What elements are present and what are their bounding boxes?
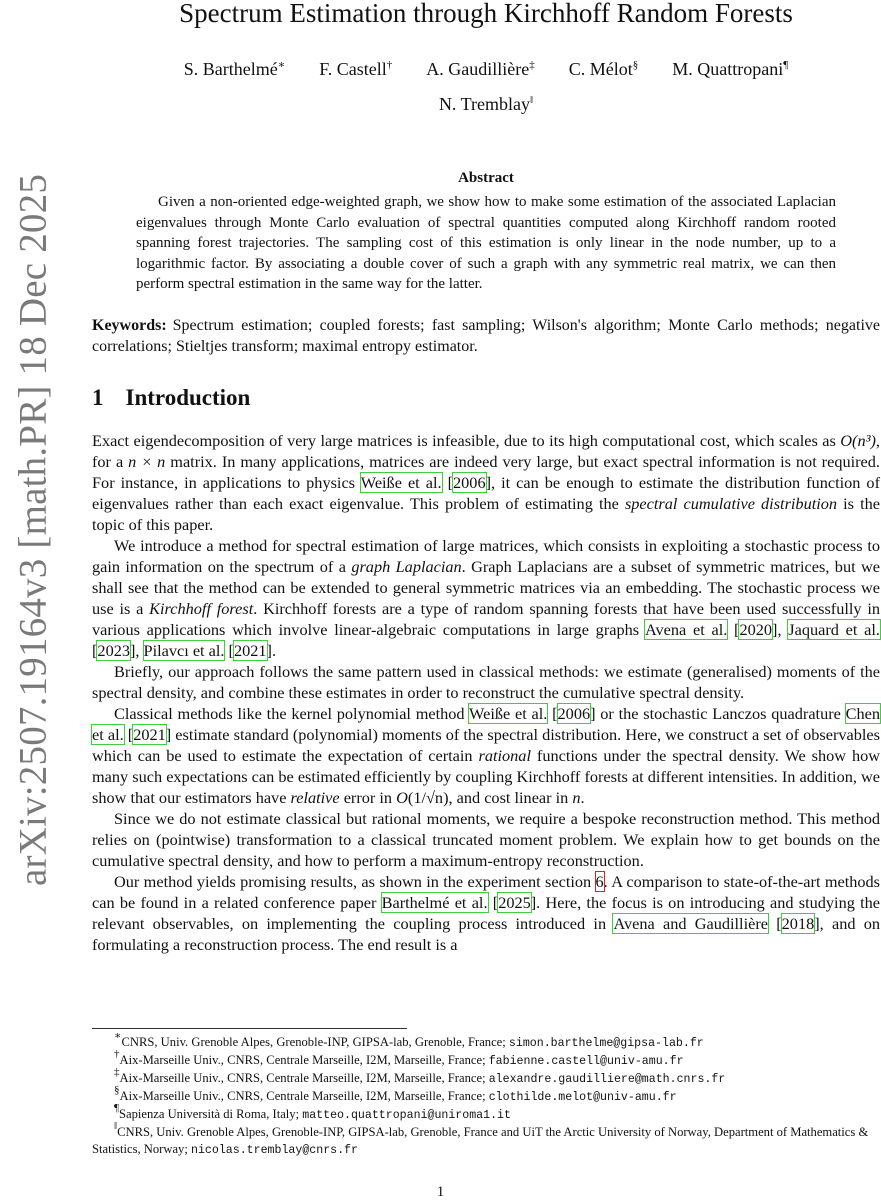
text-run: Exact eigendecomposition of very large matrices is infeasible, due to its high computational cost, which scales as (92, 431, 841, 450)
citation-link[interactable]: Weiße et al. (469, 704, 548, 723)
author-footnote-mark: ∗ (277, 59, 286, 71)
body-text (92, 430, 880, 955)
text-run: ]. Here, the focus is on introducing and studying the relevant observables, on implementing the coupling process introduced in (92, 893, 880, 933)
paragraph (92, 661, 880, 703)
footnote-email: nicolas.tremblay@cnrs.fr (191, 1144, 358, 1157)
paragraph (92, 703, 880, 808)
paper-title: Spectrum Estimation through Kirchhoff Random Forests (179, 0, 793, 28)
text-run: [ (123, 725, 134, 744)
footnote-email: clothilde.melot@univ-amu.fr (488, 1091, 677, 1104)
text-run: Briefly, our approach follows the same pattern used in classical methods: we estimate (generalised) moments of the spectral density, and combine these estimates in order to reconstruct the cumulative spectral density. (92, 662, 880, 702)
text-run: Since we do not estimate classical but rational moments, we require a bespoke reconstruction method. This method relies on (pointwise) transformation to a classical truncated moment problem. We explain how to get bounds on the cumulative spectral density, and how to perform a maximum-entropy reconstruction. (92, 809, 880, 870)
paragraph (92, 535, 880, 661)
footnote-mark: ¶ (114, 1102, 119, 1114)
text-run: ] or the stochastic Lanczos quadrature (590, 704, 846, 723)
author-footnote-mark: ¶ (783, 59, 789, 71)
emphasis: rational (478, 746, 531, 765)
citation-link[interactable]: 2023 (97, 641, 130, 660)
footnote-email: matteo.quattropani@uniroma1.it (302, 1109, 511, 1122)
footnote-affiliation: Sapienza Università di Roma, Italy; (118, 1107, 303, 1121)
text-run: Classical methods like the kernel polynomial method (114, 704, 470, 723)
emphasis: O (396, 788, 408, 807)
text-run: matrix. In many applications, matrices are indeed very large, but exact spectral information is not required. For instance, in applications to physics (92, 452, 880, 492)
citation-link[interactable]: 2018 (781, 914, 815, 933)
text-run: functions under the spectral density. We show how many such expectations can be estimated efficiently by coupling Kirchhoff forests at different intensities. In addition, we show that our estimators have (92, 746, 880, 807)
citation-link[interactable]: Barthelmé et al. (381, 893, 488, 912)
citation-link[interactable]: 2006 (557, 704, 591, 723)
author-footnote-mark: † (386, 59, 393, 71)
text-run: [ (92, 641, 98, 660)
text-run: ] estimate standard (polynomial) moments of the spectral distribution. Here, we construct a set of observables which can be used to estimate the expectation of certain (92, 725, 880, 765)
text-run: We introduce a method for spectral estimation of large matrices, which consists in exploiting a stochastic process to gain information on the spectrum of a (92, 536, 880, 576)
text-run: error in (339, 788, 397, 807)
citation-link[interactable]: 2006 (453, 473, 486, 492)
emphasis: n × n (128, 452, 166, 471)
author-name: C. Mélot (568, 59, 633, 79)
text-run: . Kirchhoff forests are a type of random spanning forests that have been used successfully in various applications which involve linear-algebraic computations in large graphs (92, 599, 880, 639)
emphasis: spectral cumulative distribution (624, 494, 838, 513)
footnote-affiliation: Aix-Marseille Univ., CNRS, Centrale Marseille, I2M, Marseille, France; (119, 1053, 489, 1067)
author-footnote-mark: ‡ (529, 59, 535, 71)
page-number: 1 (436, 1184, 445, 1200)
citation-link[interactable]: Avena et al. (644, 620, 728, 639)
footnote-affiliation: CNRS, Univ. Grenoble Alpes, Grenoble-INP, GIPSA-lab, Grenoble, France and UiT the Arctic University of Norway, Department of Mathematics & Statistics, Norway; (92, 1125, 869, 1156)
text-run: ], (129, 641, 144, 660)
footnote (92, 1120, 880, 1159)
text-run: ], (772, 620, 789, 639)
citation-link[interactable]: Avena and Gaudillière (613, 914, 768, 933)
section-heading (92, 385, 250, 411)
footnote (92, 1066, 880, 1088)
footnote (92, 1102, 880, 1124)
footnote (92, 1048, 880, 1070)
author (672, 59, 788, 80)
text-run: [ (224, 641, 234, 660)
section-number: 1 (92, 385, 104, 410)
footnote-affiliation: CNRS, Univ. Grenoble Alpes, Grenoble-INP, GIPSA-lab, Grenoble, France; (121, 1035, 509, 1049)
paragraph (92, 430, 880, 535)
citation-link[interactable]: 2025 (498, 893, 531, 912)
text-run: (1/√n), and cost linear in (407, 788, 573, 807)
footnote (92, 1030, 880, 1052)
abstract-heading: Abstract (458, 170, 514, 186)
footnote-mark: § (114, 1084, 120, 1096)
keywords-text: Spectrum estimation; coupled forests; fast sampling; Wilson's algorithm; Monte Carlo methods; negative correlations; Stieltjes transform; maximal entropy estimator. (92, 317, 880, 355)
section-title: Introduction (125, 385, 251, 410)
emphasis: graph Laplacian (351, 557, 462, 576)
author (426, 59, 534, 80)
citation-link[interactable]: Jaquard et al. (788, 620, 881, 639)
citation-link[interactable]: Pilavcı et al. (143, 641, 225, 660)
citation-link[interactable]: 2021 (133, 725, 166, 744)
author-name: S. Barthelmé (183, 59, 278, 79)
footnote-mark: ‖ (114, 1120, 118, 1132)
text-run: ], and on formulating a reconstruction process. The end result is a (92, 914, 881, 954)
footnotes (92, 1030, 880, 1159)
keywords-label: Keywords: (92, 317, 167, 334)
author (569, 59, 639, 80)
author-name: A. Gaudillière (426, 59, 530, 79)
author (319, 59, 392, 80)
footnote-email: alexandre.gaudilliere@math.cnrs.fr (488, 1073, 726, 1086)
citation-link[interactable]: Weiße et al. (360, 473, 442, 492)
text-run: . A comparison to state-of-the-art methods can be found in a related conference paper (92, 872, 880, 912)
author (184, 59, 285, 80)
emphasis: O(n³) (840, 431, 876, 450)
section-reference-link[interactable]: 6 (595, 872, 604, 891)
footnote (92, 1084, 880, 1106)
author-footnote-mark: ‖ (529, 94, 534, 106)
text-run: ], it can be enough to estimate the distribution function of eigenvalues rather than each exact eigenvalue. This problem of estimating the (92, 473, 880, 513)
text-run: ]. (266, 641, 277, 660)
paragraph (92, 871, 880, 955)
author-list (92, 52, 880, 122)
arxiv-identifier: arXiv:2507.19164v3 [math.PR] 18 Dec 2025 (11, 173, 55, 887)
footnote-email: fabienne.castell@univ-amu.fr (488, 1055, 684, 1068)
abstract-text: Given a non-oriented edge-weighted graph, we show how to make some estimation of the associated Laplacian eigenvalues through Monte Carlo evaluation of spectral quantities computed along Kirchhoff random rooted spanning forest trajectories. The sampling cost of this estimation is only linear in the node number, up to a logarithmic factor. By associating a double cover of such a graph with any symmetric real matrix, we can then perform spectral estimation in the same way for the latter. (136, 194, 836, 293)
footnote-rule (92, 1028, 407, 1029)
text-run: [ (547, 704, 558, 723)
text-run: . Graph Laplacians are a subset of symmetric matrices, but we shall see that the method can be extended to general symmetric matrices via an embedding. The stochastic process we use is a (92, 557, 880, 618)
text-run: [ (727, 620, 740, 639)
keywords (92, 315, 880, 357)
author-name: N. Tremblay (438, 94, 530, 114)
author-footnote-mark: § (632, 59, 639, 71)
footnote-mark: † (114, 1048, 120, 1060)
author (439, 94, 533, 115)
text-run: is the topic of this paper. (92, 494, 881, 534)
citation-link[interactable]: Chen et al. (92, 704, 881, 744)
emphasis: Kirchhoff forest (149, 599, 254, 618)
text-run: [ (487, 893, 499, 912)
paragraph (92, 808, 880, 871)
citation-link[interactable]: 2020 (739, 620, 773, 639)
footnote-affiliation: Aix-Marseille Univ., CNRS, Centrale Marseille, I2M, Marseille, France; (119, 1071, 489, 1085)
text-run: [ (767, 914, 782, 933)
footnote-affiliation: Aix-Marseille Univ., CNRS, Centrale Marseille, I2M, Marseille, France; (119, 1089, 489, 1103)
text-run: [ (441, 473, 454, 492)
text-run: . (580, 788, 585, 807)
footnote-email: simon.barthelme@gipsa-lab.fr (508, 1037, 704, 1050)
emphasis: n (572, 788, 581, 807)
text-run: , for a (92, 431, 880, 471)
text-run: Our method yields promising results, as shown in the experiment section (114, 872, 596, 891)
author-name: F. Castell (319, 59, 387, 79)
footnote-mark: ∗ (114, 1030, 122, 1042)
emphasis: relative (290, 788, 340, 807)
footnote-mark: ‡ (114, 1066, 120, 1078)
citation-link[interactable]: 2021 (233, 641, 267, 660)
author-name: M. Quattropani (672, 59, 784, 79)
